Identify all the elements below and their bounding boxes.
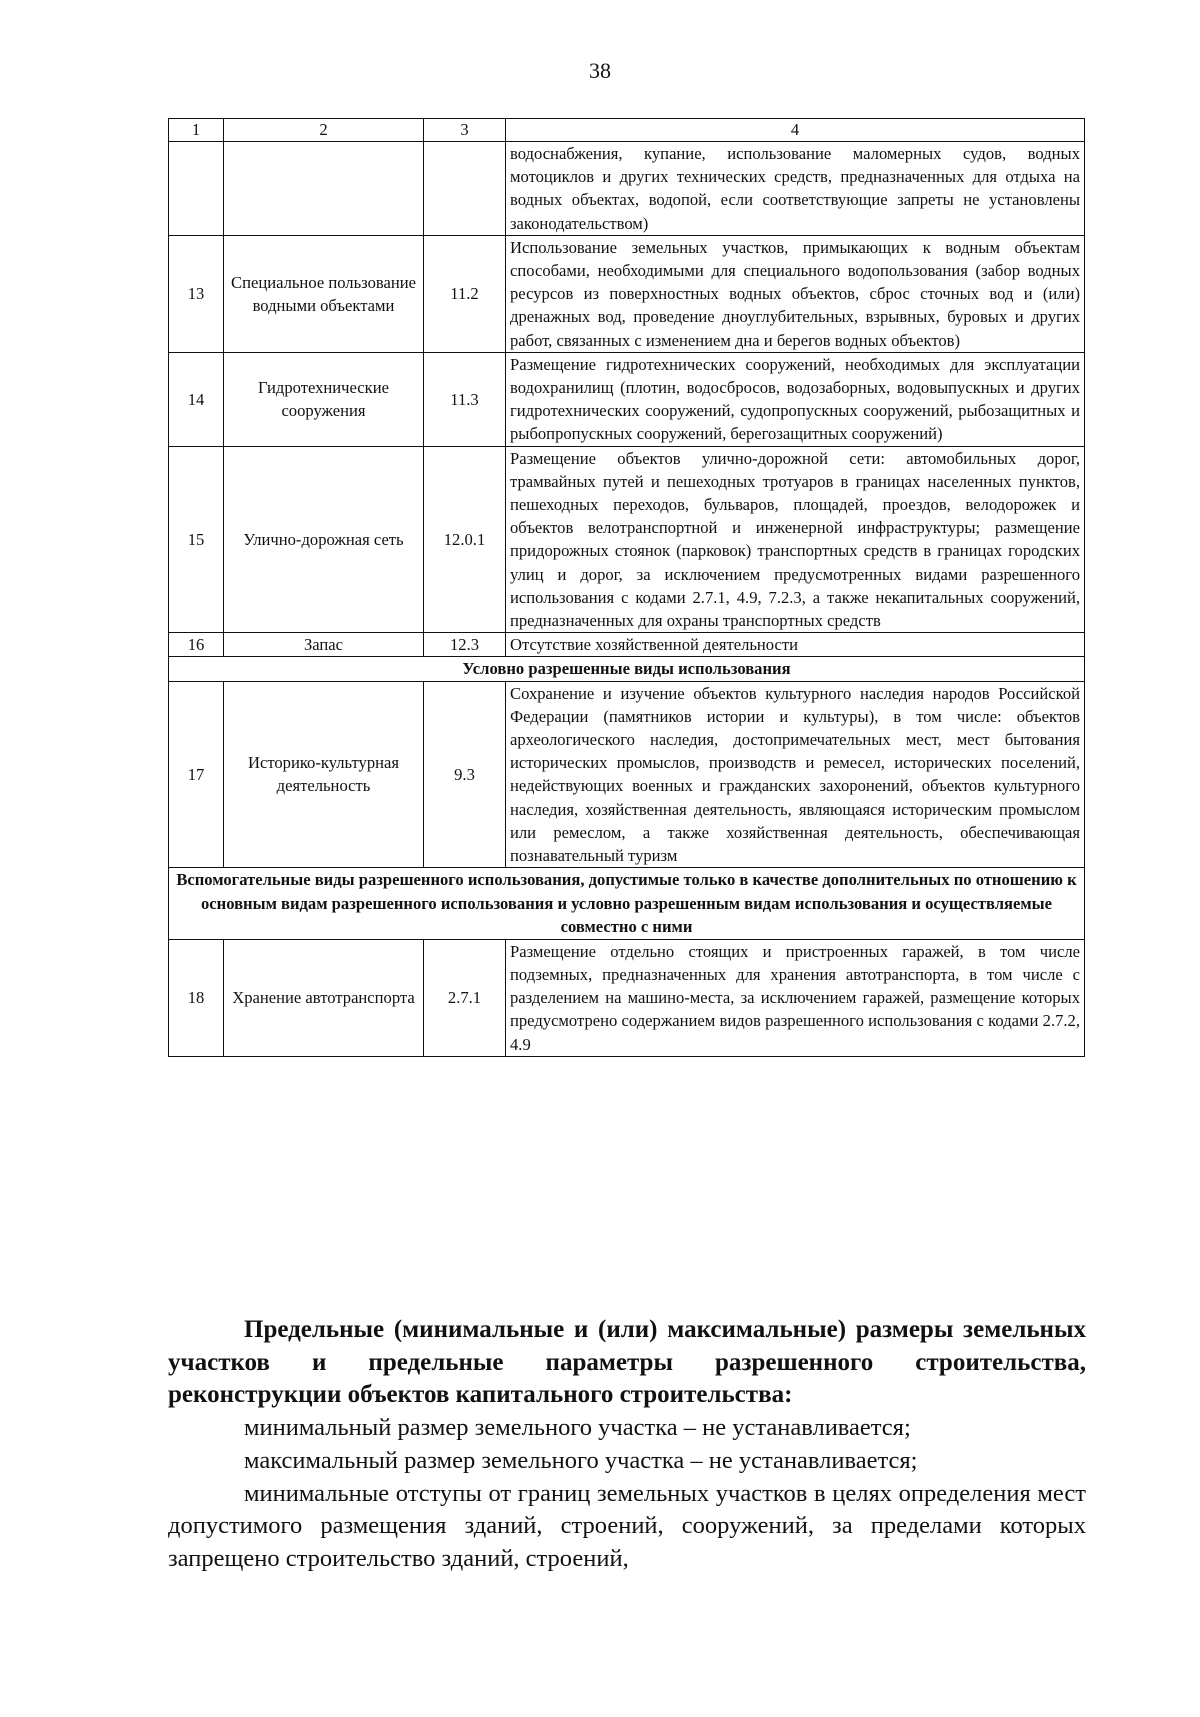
row-number: 13 bbox=[169, 235, 224, 352]
row-desc: Размещение гидротехнических сооружений, необходимых для эксплуатации водохранилищ (плотин, водосбросов, водозаборных, водовыпускных и других гидротехнических сооружений, судопропускных сооружений, рыбозащитных и рыбопропускных сооружений, берегозащитных сооружений) bbox=[506, 352, 1085, 446]
row-code: 11.2 bbox=[424, 235, 506, 352]
header-col-2: 2 bbox=[224, 119, 424, 142]
header-col-1: 1 bbox=[169, 119, 224, 142]
row-code: 12.3 bbox=[424, 633, 506, 657]
table-row bbox=[169, 681, 1085, 868]
row-name: Гидротехнические сооружения bbox=[224, 352, 424, 446]
row-desc: Использование земельных участков, примыкающих к водным объектам способами, необходимыми для специального водопользования (забор водных ресурсов из поверхностных водных объектов, сброс сточных вод и (или) дренажных вод, проведение дноуглубительных, взрывных, буровых и других работ, связанных с изменением дна и берегов водных объектов) bbox=[506, 235, 1085, 352]
row-code: 2.7.1 bbox=[424, 939, 506, 1056]
body-text bbox=[168, 1314, 1086, 1576]
table-row bbox=[169, 446, 1085, 633]
table-row-continued bbox=[169, 142, 1085, 236]
paragraph-min-size: минимальный размер земельного участка – не устанавливается; bbox=[244, 1414, 911, 1442]
paragraph-max-size: максимальный размер земельного участка – не устанавливается; bbox=[244, 1446, 918, 1474]
row-number: 14 bbox=[169, 352, 224, 446]
header-col-3: 3 bbox=[424, 119, 506, 142]
row-name: Специальное пользование водными объектами bbox=[224, 235, 424, 352]
section-heading-conditional: Условно разрешенные виды использования bbox=[169, 657, 1085, 681]
row-name: Историко-культурная деятельность bbox=[224, 681, 424, 868]
row-name: Улично-дорожная сеть bbox=[224, 446, 424, 633]
row-code: 9.3 bbox=[424, 681, 506, 868]
row-number: 17 bbox=[169, 681, 224, 868]
header-col-4: 4 bbox=[506, 119, 1085, 142]
table-header-row bbox=[169, 119, 1085, 142]
row-number: 18 bbox=[169, 939, 224, 1056]
row-code: 12.0.1 bbox=[424, 446, 506, 633]
row-name: Запас bbox=[224, 633, 424, 657]
row-desc: Отсутствие хозяйственной деятельности bbox=[506, 633, 1085, 657]
page-number: 38 bbox=[589, 58, 611, 83]
row-number: 16 bbox=[169, 633, 224, 657]
row-continued-desc: водоснабжения, купание, использование маломерных судов, водных мотоциклов и других технических средств, предназначенных для отдыха на водных объектах, водопой, если соответствующие запреты не установлены законодательством) bbox=[506, 142, 1085, 236]
paragraph-setbacks: минимальные отступы от границ земельных участков в целях определения мест допустимого размещения зданий, строений, сооружений, за пределами которых запрещено строительство зданий, строений, bbox=[168, 1479, 1086, 1572]
section-heading: Предельные (минимальные и (или) максимальные) размеры земельных участков и предельные параметры разрешенного строительства, реконструкции объектов капитального строительства: bbox=[168, 1316, 1086, 1409]
table-row bbox=[169, 633, 1085, 657]
table-row bbox=[169, 352, 1085, 446]
row-number: 15 bbox=[169, 446, 224, 633]
land-use-table bbox=[168, 118, 1085, 1057]
section-row-conditional bbox=[169, 657, 1085, 681]
section-heading-auxiliary: Вспомогательные виды разрешенного использования, допустимые только в качестве дополнительных по отношению к основным видам разрешенного использования и условно разрешенным видам использования и осуществляемые совместно с ними bbox=[169, 868, 1085, 940]
table-row bbox=[169, 939, 1085, 1056]
section-row-auxiliary bbox=[169, 868, 1085, 940]
row-desc: Сохранение и изучение объектов культурного наследия народов Российской Федерации (памятников истории и культуры), в том числе: объектов археологического наследия, достопримечательных мест, мест бытования исторических промыслов, производств и ремесел, исторических поселений, недействующих военных и гражданских захоронений, объектов культурного наследия, хозяйственная деятельность, являющаяся историческим промыслом или ремеслом, а также хозяйственная деятельность, обеспечивающая познавательный туризм bbox=[506, 681, 1085, 868]
row-code: 11.3 bbox=[424, 352, 506, 446]
row-desc: Размещение отдельно стоящих и пристроенных гаражей, в том числе подземных, предназначенных для хранения автотранспорта, в том числе с разделением на машино-места, за исключением гаражей, размещение которых предусмотрено содержанием видов разрешенного использования с кодами 2.7.2, 4.9 bbox=[506, 939, 1085, 1056]
table-row bbox=[169, 235, 1085, 352]
row-name: Хранение автотранспорта bbox=[224, 939, 424, 1056]
row-desc: Размещение объектов улично-дорожной сети: автомобильных дорог, трамвайных путей и пешеходных тротуаров в границах населенных пунктов, пешеходных переходов, бульваров, площадей, проездов, велодорожек и объектов велотранспортной и инженерной инфраструктуры; размещение придорожных стоянок (парковок) транспортных средств в границах городских улиц и дорог, за исключением предусмотренных видами разрешенного использования с кодами 2.7.1, 4.9, 7.2.3, а также некапитальных сооружений, предназначенных для охраны транспортных средств bbox=[506, 446, 1085, 633]
